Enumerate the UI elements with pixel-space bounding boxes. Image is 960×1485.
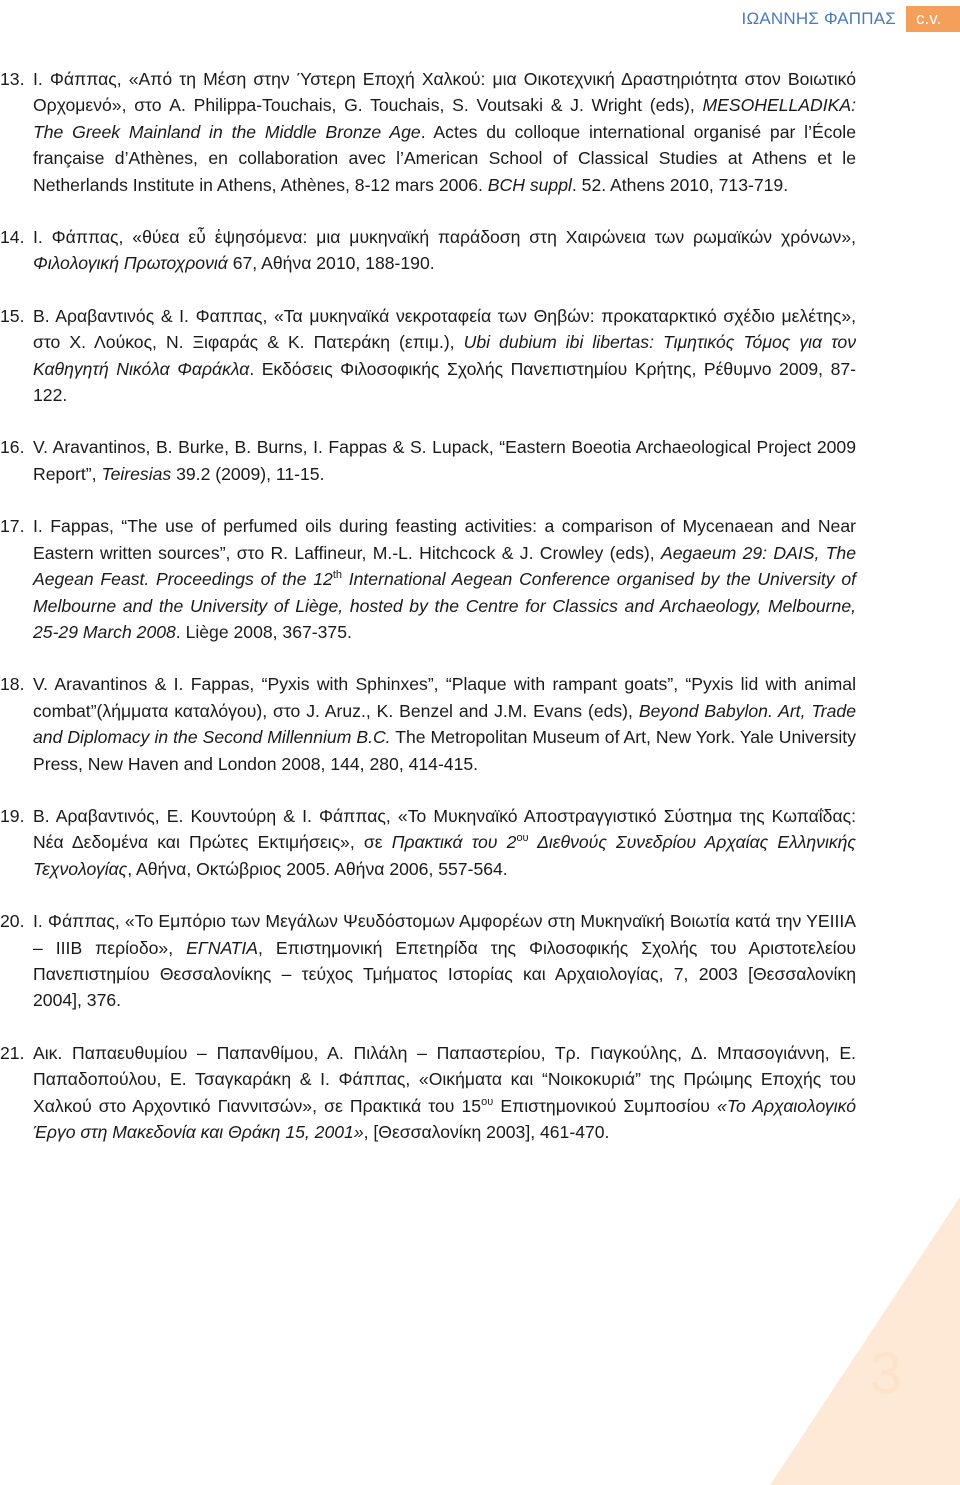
header-cv-tag: c.v. [906, 6, 960, 32]
entry-text: Επιστημονικού Συμποσίου [493, 1095, 718, 1116]
publication-entry-14 [0, 224, 960, 277]
publication-list [0, 66, 960, 1171]
entry-text: The Metropolitan Museum of Art, New York. Yale University Press, New Haven and London 2008, 144, 280, 414-415. [33, 727, 856, 774]
entry-text: . Actes du colloque international organisé par l’École française d’Athènes, en collaboration avec l’American School of Classical Studies at Athens et le Netherlands Institute in Athens, Athènes, 8-12 mars 2006. [33, 121, 856, 195]
entry-number: 13. [0, 69, 25, 89]
entry-number: 15. [0, 305, 25, 326]
entry-text: Β. Αραβαντινός, Ε. Κουντούρη & Ι. Φάππας, «Το Μυκηναϊκό Αποστραγγιστικό Σύστημα της Κωπαΐδας: Νέα Δεδομένα και Πρώτες Εκτιμήσεις», σε [33, 805, 856, 853]
entry-number: 19. [0, 805, 25, 826]
entry-text: , Επιστημονική Επετηρίδα της Φιλοσοφικής Σχολής του Αριστοτελείου Πανεπιστημίου Θεσσαλονίκης – τεύχος Τμήματος Ιστορίας και Αρχαιολογίας, 7, 2003 [Θεσσαλονίκη 2004], 376. [33, 937, 856, 1011]
entry-italic-title: International Aegean Conference organised by the University of Melbourne and the University of Liège, hosted by the Centre for Classics and Archaeology, Melbourne, 25-29 March 2008 [33, 569, 857, 642]
entry-text: , [Θεσσαλονίκη 2003], 461-470. [363, 1122, 610, 1142]
entry-number: 18. [0, 674, 25, 695]
entry-text: Β. Αραβαντινός & Ι. Φαππας, «Τα μυκηναϊκά νεκροταφεία των Θηβών: προκαταρκτικό σχέδιο μελέτης», στο Χ. Λούκος, Ν. Ξιφαράς & Κ. Πατεράκη (επιμ.), [33, 305, 856, 353]
entry-italic-title: Aegaeum 29: DAIS, The Aegean Feast. Proceedings of the 12 [33, 542, 856, 590]
entry-number: 20. [0, 911, 25, 932]
page-number: 3 [869, 1341, 902, 1406]
entry-text: Ι. Φάππας, «Το Εμπόριο των Μεγάλων Ψευδόστομων Αμφορέων στη Μυκηναϊκή Βοιωτία κατά την ΥΕΙΙΙΑ – ΙΙΙΒ περίοδο», [33, 911, 856, 958]
entry-text: 67, Αθήνα 2010, 188-190. [227, 253, 435, 274]
publication-entry-18 [0, 671, 960, 777]
entry-italic-title: Ubi dubium ibi libertas: Τιμητικός Τόμος για τον Καθηγητή Νικόλα Φαράκλα [33, 332, 856, 379]
entry-text: Ι. Φάππας, «Από τη Μέση στην Ύστερη Εποχή Χαλκού: μια Οικοτεχνική Δραστηριότητα στον Βοιωτικό Ορχομενό», στο A. Philippa-Touchais, G. Touchais, S. Voutsaki & J. Wright (eds), [33, 69, 856, 116]
entry-text: V. Aravantinos, B. Burke, B. Burns, I. Fappas & S. Lupack, “Eastern Boeotia Archaeological Project 2009 Report”, [33, 437, 856, 484]
entry-italic-title: ΕΓΝΑΤΙΑ [186, 937, 258, 958]
entry-text: V. Aravantinos & I. Fappas, “Pyxis with Sphinxes”, “Plaque with rampant goats”, “Pyxis lid with animal combat”(λήμματα καταλόγου), στο J. Aruz., K. Benzel and J.M. Evans (eds), [33, 674, 856, 721]
header-author-name: ΙΩΑΝΝΗΣ ΦΑΠΠΑΣ [741, 9, 896, 28]
entry-italic-title: Φιλολογική Πρωτοχρονιά [33, 253, 228, 274]
entry-italic-series: BCH suppl [487, 174, 572, 195]
entry-number: 16. [0, 437, 25, 458]
entry-italic-title: Διεθνούς Συνεδρίου Αρχαίας Ελληνικής Τεχνολογίας [33, 832, 856, 879]
entry-text: I. Fappas, “The use of perfumed oils during feasting activities: a comparison of Mycenaean and Near Eastern written sources”, στο R. Laffineur, M.-L. Hitchcock & J. Crowley (eds), [33, 516, 856, 563]
page-header [742, 6, 960, 32]
corner-triangle [770, 1197, 960, 1485]
entry-text: 39.2 (2009), 11-15. [171, 463, 325, 484]
publication-entry-16 [0, 434, 960, 487]
entry-text: , Αθήνα, Οκτώβριος 2005. Αθήνα 2006, 557-564. [127, 858, 508, 879]
entry-number: 14. [0, 227, 25, 248]
entry-superscript: th [332, 569, 342, 582]
publication-entry-13 [0, 66, 960, 198]
entry-italic-title: Beyond Babylon. Art, Trade and Diplomacy in the Second Millennium B.C. [33, 700, 856, 748]
entry-number: 17. [0, 516, 25, 537]
entry-superscript: ου [481, 1095, 494, 1108]
entry-text: . 52. Athens 2010, 713-719. [571, 174, 789, 195]
entry-text: . Εκδόσεις Φιλοσοφικής Σχολής Πανεπιστημίου Κρήτης, Ρέθυμνο 2009, 87-122. [33, 358, 856, 406]
entry-text: Αικ. Παπαευθυμίου – Παπανθίμου, Α. Πιλάλη – Παπαστερίου, Τρ. Γιαγκούλης, Δ. Μπασογιάννη, Ε. Παπαδοπούλου, Ε. Τσαγκαράκη & Ι. Φάππας, «Οικήματα και “Νοικοκυριά” της Πρώιμης Εποχής του Χαλκού στο Αρχοντικό Γιαννιτσών», σε Πρακτικά του 15 [33, 1042, 856, 1116]
entry-superscript: ου [516, 832, 529, 845]
publication-entry-19 [0, 803, 960, 882]
entry-italic-title: MESOHELLADIKA: The Greek Mainland in the Middle Bronze Age [33, 95, 856, 142]
entry-number: 21. [0, 1042, 25, 1063]
corner-decoration [770, 1197, 960, 1485]
entry-text: . Liège 2008, 367-375. [175, 621, 352, 642]
entry-italic-title: Teiresias [101, 463, 172, 484]
entry-italic-title: «Το Αρχαιολογικό Έργο στη Μακεδονία και Θράκη 15, 2001» [33, 1095, 856, 1142]
entry-text: Ι. Φάππας, «θύεα εὖ ἑψησόμενα: μια μυκηναϊκή παράδοση στη Χαιρώνεια των ρωμαϊκών χρόνων», [33, 227, 856, 248]
publication-entry-17 [0, 513, 960, 645]
publication-entry-20 [0, 908, 960, 1014]
publication-entry-15 [0, 303, 960, 409]
entry-italic-title: Πρακτικά του 2 [391, 832, 517, 853]
publication-entry-21 [0, 1040, 960, 1146]
